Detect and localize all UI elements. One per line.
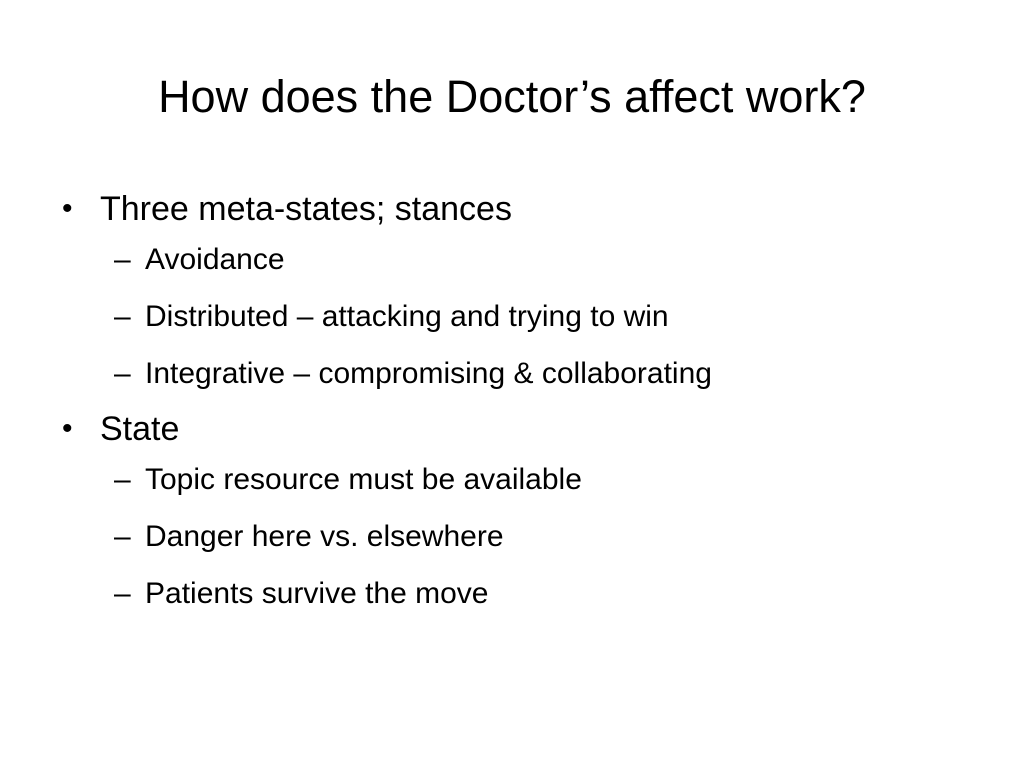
bullet-text: Three meta-states; stances (100, 190, 512, 228)
bullet-dot-icon: • (62, 412, 73, 445)
sub-bullet-item (60, 460, 980, 500)
sub-bullet-item (60, 240, 980, 280)
sub-bullet-text: Topic resource must be available (145, 463, 582, 496)
sub-bullet-text: Avoidance (145, 243, 285, 276)
dash-icon: – (114, 300, 131, 333)
slide-body (60, 186, 980, 614)
sub-bullet-text: Danger here vs. elsewhere (145, 520, 504, 553)
dash-icon: – (114, 243, 131, 276)
bullet-item (60, 406, 980, 452)
bullet-item (60, 186, 980, 232)
dash-icon: – (114, 463, 131, 496)
sub-bullet-item (60, 354, 980, 394)
dash-icon: – (114, 357, 131, 390)
sub-bullet-item (60, 517, 980, 557)
slide-title: How does the Doctor’s affect work? (158, 71, 866, 122)
sub-bullet-text: Distributed – attacking and trying to win (145, 300, 669, 333)
bullet-dot-icon: • (62, 192, 73, 225)
dash-icon: – (114, 577, 131, 610)
bullet-text: State (100, 410, 180, 448)
sub-bullet-text: Patients survive the move (145, 577, 489, 610)
sub-bullet-text: Integrative – compromising & collaborating (145, 357, 712, 390)
sub-bullet-item (60, 574, 980, 614)
dash-icon: – (114, 520, 131, 553)
sub-bullet-item (60, 297, 980, 337)
